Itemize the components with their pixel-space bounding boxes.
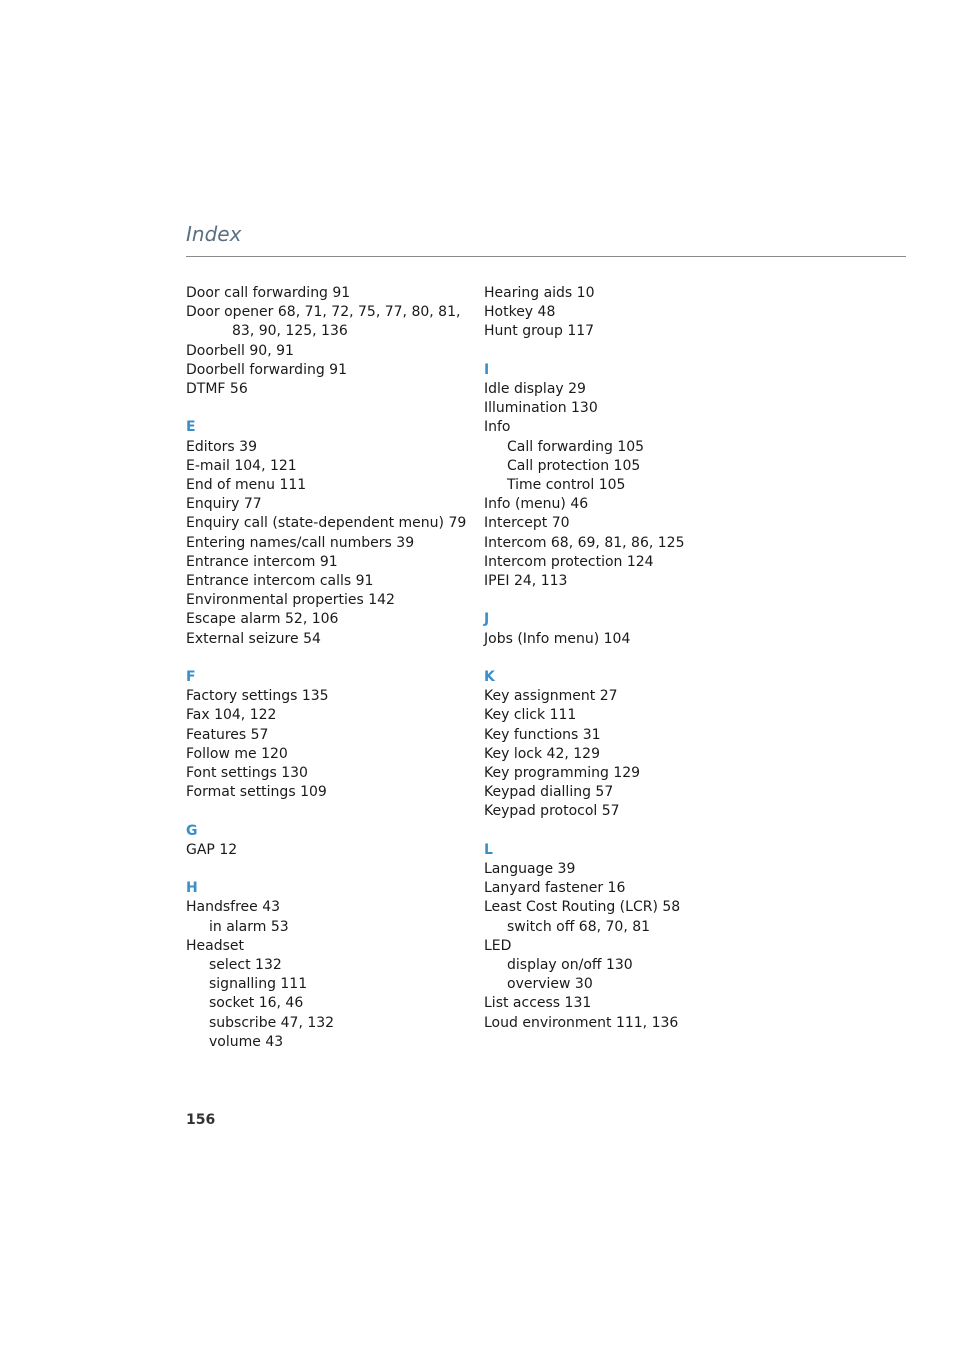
index-entry: DTMF 56: [186, 381, 248, 398]
index-entry: Intercom protection 124: [484, 553, 654, 570]
index-subentry: Time control 105: [507, 477, 626, 494]
index-entry: Least Cost Routing (LCR) 58: [484, 899, 681, 916]
index-entry: Idle display 29: [484, 381, 586, 397]
index-subentry: Call forwarding 105: [507, 438, 645, 455]
index-entry: Info: [484, 419, 511, 436]
spacer: [484, 591, 774, 610]
index-subentry: socket 16, 46: [209, 995, 304, 1012]
index-entry: LED: [484, 937, 512, 954]
index-letter-heading: E: [186, 419, 196, 436]
index-letter-heading: L: [484, 841, 493, 858]
index-subentry: signalling 111: [209, 976, 308, 993]
index-entry: Keypad dialling 57: [484, 784, 614, 801]
index-entry: Hearing aids 10: [484, 285, 595, 301]
index-entry: Intercept 70: [484, 515, 570, 532]
spacer: [186, 399, 476, 418]
index-entry: Key functions 31: [484, 726, 601, 743]
index-entry: Font settings 130: [186, 765, 308, 782]
index-entry: Entrance intercom calls 91: [186, 573, 374, 590]
spacer: [186, 649, 476, 668]
index-letter-heading: F: [186, 669, 196, 686]
page-number: 156: [186, 1112, 216, 1128]
index-subentry: display on/off 130: [507, 957, 633, 974]
index-entry: E-mail 104, 121: [186, 457, 297, 474]
spacer: [484, 342, 774, 361]
header-divider: [186, 256, 906, 257]
index-entry: Door opener 68, 71, 72, 75, 77, 80, 81,: [186, 304, 461, 321]
index-letter-heading: H: [186, 880, 198, 897]
index-entry: Fax 104, 122: [186, 707, 277, 724]
index-entry: Factory settings 135: [186, 688, 329, 705]
index-entry: Escape alarm 52, 106: [186, 611, 339, 628]
index-column-left: [186, 284, 476, 1052]
index-entry: Illumination 130: [484, 400, 598, 417]
index-subentry: in alarm 53: [209, 918, 289, 935]
index-entry: 83, 90, 125, 136: [232, 323, 348, 340]
index-letter-heading: I: [484, 361, 490, 378]
index-entry: Lanyard fastener 16: [484, 880, 626, 897]
index-column-right: [484, 284, 774, 1033]
index-entry: IPEI 24, 113: [484, 573, 568, 590]
index-subentry: select 132: [209, 957, 282, 974]
index-entry: External seizure 54: [186, 630, 321, 647]
index-letter-heading: K: [484, 669, 495, 686]
index-entry: Doorbell forwarding 91: [186, 361, 347, 378]
index-subentry: overview 30: [507, 976, 593, 993]
index-entry: Features 57: [186, 726, 269, 743]
index-entry: GAP 12: [186, 841, 238, 858]
index-entry: Hunt group 117: [484, 323, 595, 340]
index-entry: Editors 39: [186, 438, 257, 455]
index-entry: Environmental properties 142: [186, 592, 395, 609]
index-subentry: switch off 68, 70, 81: [507, 918, 651, 935]
index-entry: Jobs (Info menu) 104: [484, 630, 631, 647]
spacer: [186, 802, 476, 821]
index-entry: Info (menu) 46: [484, 496, 589, 513]
index-entry: Doorbell 90, 91: [186, 342, 294, 359]
index-entry: Intercom 68, 69, 81, 86, 125: [484, 534, 685, 551]
index-entry: List access 131: [484, 995, 592, 1012]
index-subentry: volume 43: [209, 1033, 284, 1050]
index-entry: Key assignment 27: [484, 688, 618, 705]
index-entry: Format settings 109: [186, 784, 327, 801]
index-entry: Entering names/call numbers 39: [186, 534, 415, 551]
spacer: [484, 822, 774, 841]
index-letter-heading: G: [186, 822, 198, 839]
index-entry: Keypad protocol 57: [484, 803, 620, 820]
index-entry: Key click 111: [484, 707, 577, 724]
index-entry: Enquiry call (state-dependent menu) 79: [186, 515, 467, 532]
index-subentry: Call protection 105: [507, 457, 641, 474]
spacer: [484, 649, 774, 668]
index-entry: Key lock 42, 129: [484, 745, 600, 762]
index-letter-heading: J: [484, 611, 490, 628]
index-entry: Key programming 129: [484, 765, 641, 782]
index-entry: Language 39: [484, 861, 576, 878]
index-subentry: subscribe 47, 132: [209, 1014, 335, 1031]
index-entry: Follow me 120: [186, 745, 288, 762]
index-entry: Loud environment 111, 136: [484, 1014, 679, 1031]
index-entry: Headset: [186, 937, 245, 954]
index-entry: Enquiry 77: [186, 496, 262, 513]
index-entry: Entrance intercom 91: [186, 553, 338, 570]
page-title: Index: [186, 222, 242, 246]
index-entry: End of menu 111: [186, 477, 307, 494]
index-entry: Hotkey 48: [484, 304, 556, 321]
spacer: [186, 860, 476, 879]
index-entry: Handsfree 43: [186, 899, 281, 916]
index-entry: Door call forwarding 91: [186, 285, 351, 301]
